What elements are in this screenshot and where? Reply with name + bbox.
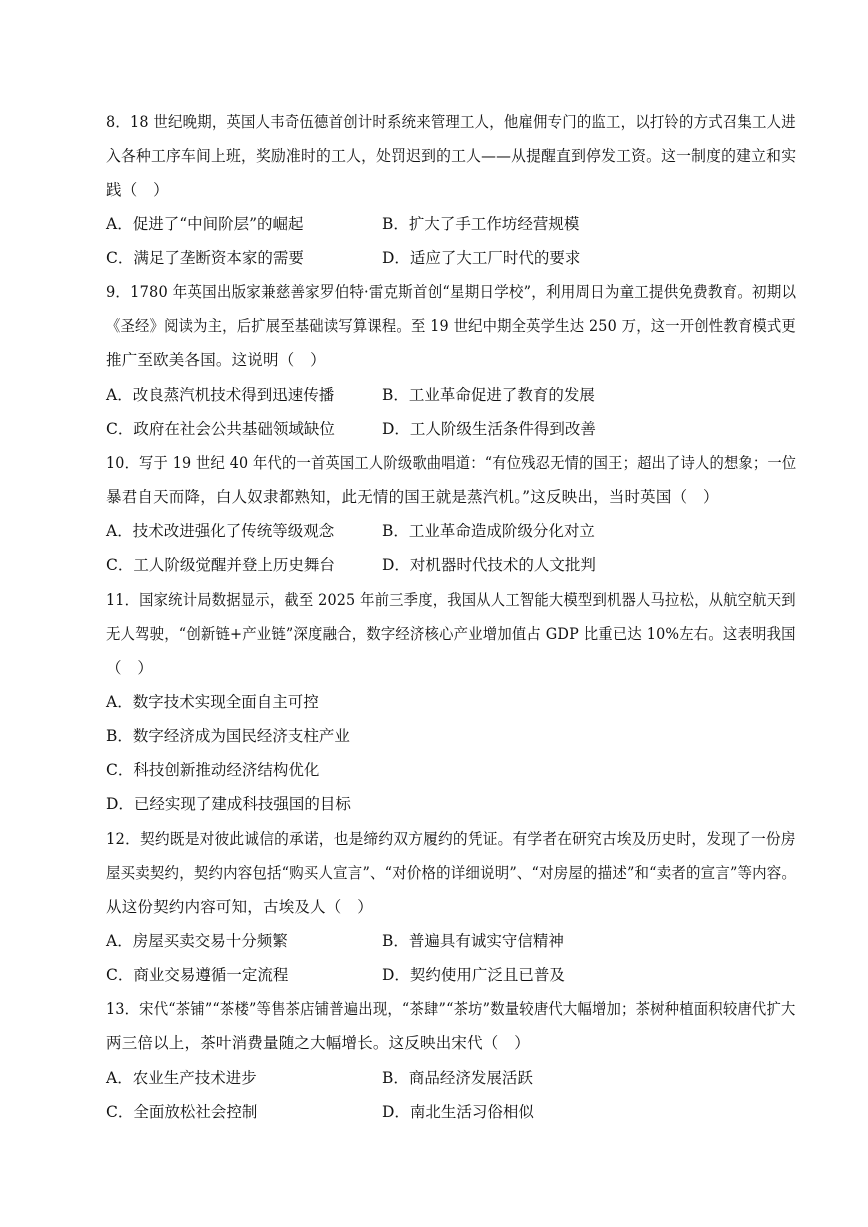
question-13-option-c: C．全面放松社会控制	[106, 1103, 258, 1121]
question-11-line-3: （ ）	[106, 659, 154, 677]
question-8-option-d: D．适应了大工厂时代的要求	[382, 249, 581, 267]
question-11-line-2: 无人驾驶，“创新链+产业链”深度融合，数字经济核心产业增加值占 GDP 比重已达 10%左右。这表明我国	[106, 625, 796, 643]
question-9-option-a: A．改良蒸汽机技术得到迅速传播	[106, 386, 335, 404]
question-13-line-2: 两三倍以上，茶叶消费量随之大幅增长。这反映出宋代（ ）	[106, 1034, 530, 1052]
question-11-option-a: A．数字技术实现全面自主可控	[106, 693, 319, 711]
question-10-option-c: C．工人阶级觉醒并登上历史舞台	[106, 556, 335, 574]
question-9-option-d: D．工人阶级生活条件得到改善	[382, 420, 596, 438]
question-9-option-c: C．政府在社会公共基础领域缺位	[106, 420, 335, 438]
question-10-line-1: 10．写于 19 世纪 40 年代的一首英国工人阶级歌曲唱道：“有位残忍无情的国王；超出了诗人的想象；一位	[106, 454, 797, 472]
question-8-line-2: 入各种工序车间上班，奖励准时的工人，处罚迟到的工人——从提醒直到停发工资。这一制度的建立和实	[106, 147, 797, 165]
question-9-line-2: 《圣经》阅读为主，后扩展至基础读写算课程。至 19 世纪中期全英学生达 250 万，这一开创性教育模式更	[106, 317, 796, 335]
question-8-line-3: 践（ ）	[106, 181, 169, 199]
question-9-option-b: B．工业革命促进了教育的发展	[382, 386, 595, 404]
question-8-line-1: 8．18 世纪晚期，英国人韦奇伍德首创计时系统来管理工人，他雇佣专门的监工，以打铃的方式召集工人进	[106, 113, 796, 131]
question-12-line-2: 屋买卖契约，契约内容包括“购买人宣言”、“对价格的详细说明”、“对房屋的描述”和“卖者的宣言”等内容。	[106, 864, 797, 882]
question-9-line-1: 9．1780 年英国出版家兼慈善家罗伯特·雷克斯首创“星期日学校”，利用周日为童工提供免费教育。初期以	[106, 283, 797, 301]
question-12-option-b: B．普遍具有诚实守信精神	[382, 932, 564, 950]
question-13-option-d: D．南北生活习俗相似	[382, 1103, 534, 1121]
question-11-line-1: 11．国家统计局数据显示，截至 2025 年前三季度，我国从人工智能大模型到机器人马拉松，从航空航天到	[106, 591, 796, 609]
question-12-line-1: 12．契约既是对彼此诚信的承诺，也是缔约双方履约的凭证。有学者在研究古埃及历史时，发现了一份房	[106, 830, 796, 848]
question-11-option-c: C．科技创新推动经济结构优化	[106, 761, 320, 779]
question-11-option-b: B．数字经济成为国民经济支柱产业	[106, 727, 350, 745]
question-10-option-b: B．工业革命造成阶级分化对立	[382, 522, 595, 540]
question-12-option-c: C．商业交易遵循一定流程	[106, 966, 289, 984]
question-8-option-c: C．满足了垄断资本家的需要	[106, 249, 304, 267]
question-13-option-a: A．农业生产技术进步	[106, 1069, 257, 1087]
question-10-option-d: D．对机器时代技术的人文批判	[382, 556, 596, 574]
question-12-line-3: 从这份契约内容可知，古埃及人（ ）	[106, 898, 373, 916]
question-9-line-3: 推广至欧美各国。这说明（ ）	[106, 351, 326, 369]
question-12-option-d: D．契约使用广泛且已普及	[382, 966, 565, 984]
question-10-line-2: 暴君自天而降，白人奴隶都熟知，此无情的国王就是蒸汽机。”这反映出，当时英国（ ）	[106, 488, 719, 506]
question-13-option-b: B．商品经济发展活跃	[382, 1069, 533, 1087]
question-8-option-b: B．扩大了手工作坊经营规模	[382, 215, 580, 233]
question-10-option-a: A．技术改进强化了传统等级观念	[106, 522, 335, 540]
question-13-line-1: 13．宋代“茶铺”“茶楼”等售茶店铺普遍出现，“茶肆”“茶坊”数量较唐代大幅增加；茶树种植面积较唐代扩大	[106, 1000, 796, 1018]
question-11-option-d: D．已经实现了建成科技强国的目标	[106, 795, 351, 813]
question-12-option-a: A．房屋买卖交易十分频繁	[106, 932, 288, 950]
question-8-option-a: A．促进了“中间阶层”的崛起	[106, 215, 304, 233]
